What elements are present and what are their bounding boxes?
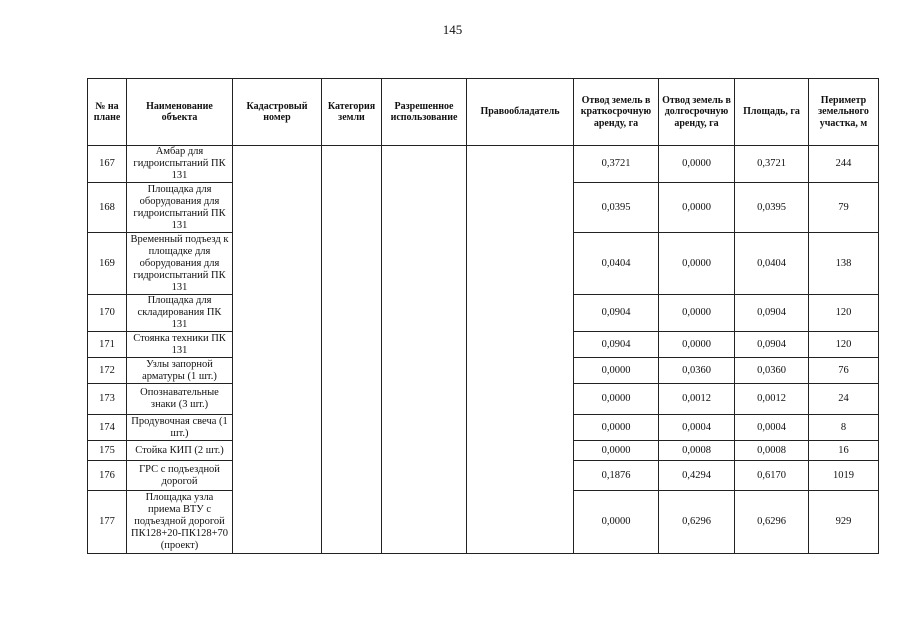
cell-plan-number: 175 [88,441,127,461]
cell-permitted-use [382,332,467,358]
cell-plan-number: 176 [88,461,127,491]
cell-land-category [322,358,382,384]
table-row [88,146,879,183]
header-long-term-lease: Отвод земель в долгосрочную аренду, га [659,79,735,146]
cell-plan-number: 173 [88,384,127,415]
header-perimeter: Периметр земельного участка, м [809,79,879,146]
cell-owner [467,441,574,461]
cell-cadastral-number [233,183,322,233]
cell-object-name: Продувочная свеча (1 шт.) [127,415,233,441]
cell-short-term-lease: 0,0000 [574,384,659,415]
cell-plan-number: 168 [88,183,127,233]
cell-object-name: Площадка узла приема ВТУ с подъездной дорогой ПК128+20-ПК128+70 (проект) [127,491,233,554]
cell-object-name: Стоянка техники ПК 131 [127,332,233,358]
table-row [88,233,879,295]
cell-long-term-lease: 0,0000 [659,233,735,295]
header-object-name: Наименование объекта [127,79,233,146]
cell-short-term-lease: 0,1876 [574,461,659,491]
cell-owner [467,415,574,441]
table-row [88,358,879,384]
header-area: Площадь, га [735,79,809,146]
cell-object-name: Стойка КИП (2 шт.) [127,441,233,461]
cell-land-category [322,441,382,461]
cell-perimeter: 1019 [809,461,879,491]
cell-land-category [322,146,382,183]
cell-perimeter: 138 [809,233,879,295]
cell-object-name: Площадка для оборудования для гидроиспытаний ПК 131 [127,183,233,233]
cell-perimeter: 120 [809,332,879,358]
cell-cadastral-number [233,384,322,415]
cell-perimeter: 16 [809,441,879,461]
cell-long-term-lease: 0,0000 [659,183,735,233]
cell-perimeter: 120 [809,295,879,332]
cell-owner [467,461,574,491]
cell-long-term-lease: 0,0000 [659,146,735,183]
cell-land-category [322,415,382,441]
table-row [88,415,879,441]
cell-area: 0,0904 [735,332,809,358]
cell-owner [467,146,574,183]
cell-cadastral-number [233,461,322,491]
cell-permitted-use [382,415,467,441]
cell-perimeter: 8 [809,415,879,441]
cell-cadastral-number [233,491,322,554]
cell-plan-number: 169 [88,233,127,295]
cell-short-term-lease: 0,0395 [574,183,659,233]
cell-short-term-lease: 0,3721 [574,146,659,183]
land-allocation-table [87,78,879,554]
header-land-category: Категория земли [322,79,382,146]
cell-short-term-lease: 0,0000 [574,358,659,384]
cell-area: 0,3721 [735,146,809,183]
cell-long-term-lease: 0,4294 [659,461,735,491]
cell-permitted-use [382,384,467,415]
cell-area: 0,0395 [735,183,809,233]
cell-short-term-lease: 0,0904 [574,332,659,358]
cell-long-term-lease: 0,0000 [659,332,735,358]
cell-perimeter: 79 [809,183,879,233]
cell-short-term-lease: 0,0904 [574,295,659,332]
cell-area: 0,0404 [735,233,809,295]
table-header-row [88,79,879,146]
cell-object-name: Временный подъезд к площадке для оборудования для гидроиспытаний ПК 131 [127,233,233,295]
cell-short-term-lease: 0,0000 [574,441,659,461]
cell-owner [467,384,574,415]
cell-plan-number: 167 [88,146,127,183]
page-number: 145 [442,22,463,37]
cell-owner [467,183,574,233]
cell-plan-number: 170 [88,295,127,332]
cell-area: 0,0360 [735,358,809,384]
cell-long-term-lease: 0,0012 [659,384,735,415]
cell-object-name: Узлы запорной арматуры (1 шт.) [127,358,233,384]
cell-land-category [322,183,382,233]
cell-permitted-use [382,491,467,554]
cell-owner [467,233,574,295]
cell-area: 0,6170 [735,461,809,491]
table-row [88,384,879,415]
header-owner: Правообладатель [467,79,574,146]
cell-object-name: Площадка для складирования ПК 131 [127,295,233,332]
cell-cadastral-number [233,441,322,461]
cell-long-term-lease: 0,0000 [659,295,735,332]
cell-object-name: Амбар для гидроиспытаний ПК 131 [127,146,233,183]
cell-land-category [322,332,382,358]
cell-area: 0,6296 [735,491,809,554]
cell-cadastral-number [233,146,322,183]
cell-perimeter: 244 [809,146,879,183]
cell-area: 0,0004 [735,415,809,441]
cell-short-term-lease: 0,0404 [574,233,659,295]
cell-plan-number: 174 [88,415,127,441]
cell-cadastral-number [233,415,322,441]
cell-perimeter: 24 [809,384,879,415]
cell-plan-number: 172 [88,358,127,384]
cell-area: 0,0012 [735,384,809,415]
cell-perimeter: 76 [809,358,879,384]
cell-land-category [322,384,382,415]
cell-land-category [322,295,382,332]
cell-land-category [322,233,382,295]
table-row [88,295,879,332]
cell-short-term-lease: 0,0000 [574,491,659,554]
cell-short-term-lease: 0,0000 [574,415,659,441]
table-row [88,461,879,491]
cell-owner [467,332,574,358]
cell-area: 0,0904 [735,295,809,332]
cell-plan-number: 177 [88,491,127,554]
cell-cadastral-number [233,332,322,358]
header-permitted-use: Разрешенное использование [382,79,467,146]
cell-owner [467,358,574,384]
cell-cadastral-number [233,233,322,295]
cell-long-term-lease: 0,6296 [659,491,735,554]
cell-object-name: ГРС с подъездной дорогой [127,461,233,491]
cell-land-category [322,491,382,554]
cell-permitted-use [382,441,467,461]
cell-long-term-lease: 0,0008 [659,441,735,461]
cell-permitted-use [382,233,467,295]
table-row [88,183,879,233]
cell-long-term-lease: 0,0004 [659,415,735,441]
cell-permitted-use [382,183,467,233]
header-plan-number: № на плане [88,79,127,146]
cell-owner [467,295,574,332]
cell-permitted-use [382,461,467,491]
cell-permitted-use [382,295,467,332]
header-cadastral-number: Кадастровый номер [233,79,322,146]
header-short-term-lease: Отвод земель в краткосрочную аренду, га [574,79,659,146]
table-row [88,332,879,358]
table-row [88,441,879,461]
cell-object-name: Опознавательные знаки (3 шт.) [127,384,233,415]
cell-perimeter: 929 [809,491,879,554]
cell-cadastral-number [233,358,322,384]
cell-cadastral-number [233,295,322,332]
cell-owner [467,491,574,554]
cell-land-category [322,461,382,491]
table-row [88,491,879,554]
cell-permitted-use [382,358,467,384]
cell-plan-number: 171 [88,332,127,358]
cell-permitted-use [382,146,467,183]
cell-long-term-lease: 0,0360 [659,358,735,384]
cell-area: 0,0008 [735,441,809,461]
